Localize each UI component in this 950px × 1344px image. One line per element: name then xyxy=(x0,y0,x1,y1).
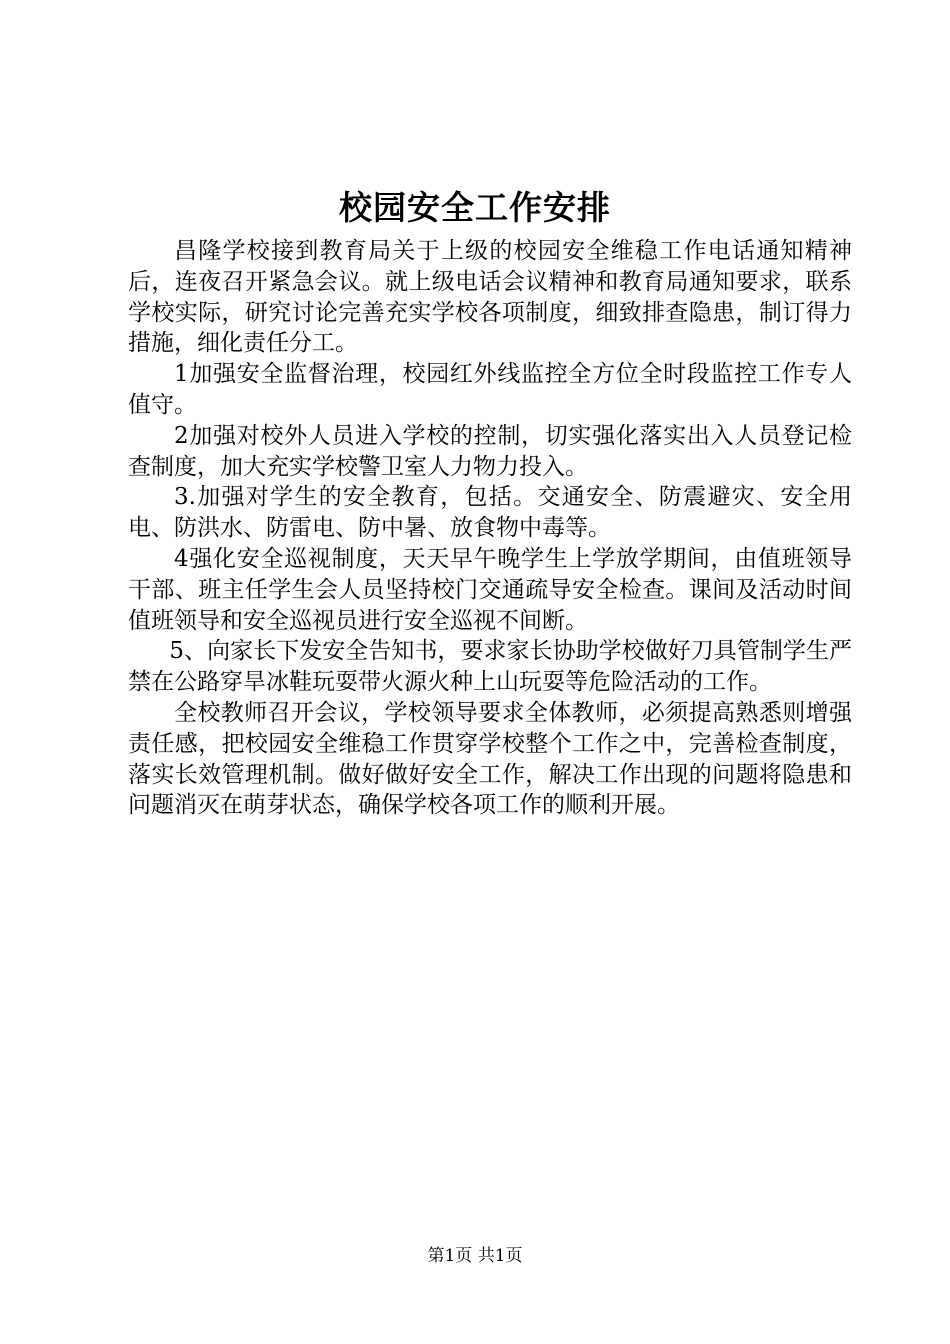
document-title: 校园安全工作安排 xyxy=(339,188,611,227)
document-body xyxy=(128,236,852,821)
paragraph-item-1: 1加强安全监督治理，校园红外线监控全方位全时段监控工作专人值守。 xyxy=(128,361,852,418)
paragraph-item-5: 5、向家长下发安全告知书，要求家长协助学校做好刀具管制学生严禁在公路穿旱冰鞋玩耍带火源火种上山玩耍等危险活动的工作。 xyxy=(128,638,852,696)
paragraph-conclusion: 全校教师召开会议，学校领导要求全体教师，必须提高熟悉则增强责任感，把校园安全维稳工作贯穿学校整个工作之中，完善检查制度，落实长效管理机制。做好做好安全工作，解决工作出现的问题将隐患和问题消灭在萌芽状态，确保学校各项工作的顺利开展。 xyxy=(128,699,852,819)
paragraph-item-2: 2加强对校外人员进入学校的控制，切实强化落实出入人员登记检查制度，加大充实学校警卫室人力物力投入。 xyxy=(128,422,852,480)
paragraph-intro: 昌隆学校接到教育局关于上级的校园安全维稳工作电话通知精神后，连夜召开紧急会议。就上级电话会议精神和教育局通知要求，联系学校实际，研究讨论完善充实学校各项制度，细致排查隐患，制订得力措施，细化责任分工。 xyxy=(128,238,852,357)
paragraph-item-3: 3.加强对学生的安全教育，包括。交通安全、防震避灾、安全用电、防洪水、防雷电、防中暑、放食物中毒等。 xyxy=(128,484,852,542)
page-number-footer: 第1页 共1页 xyxy=(427,1246,523,1266)
paragraph-item-4: 4强化安全巡视制度，天天早午晚学生上学放学期间，由值班领导干部、班主任学生会人员坚持校门交通疏导安全检查。课间及活动时间值班领导和安全巡视员进行安全巡视不间断。 xyxy=(128,545,852,634)
